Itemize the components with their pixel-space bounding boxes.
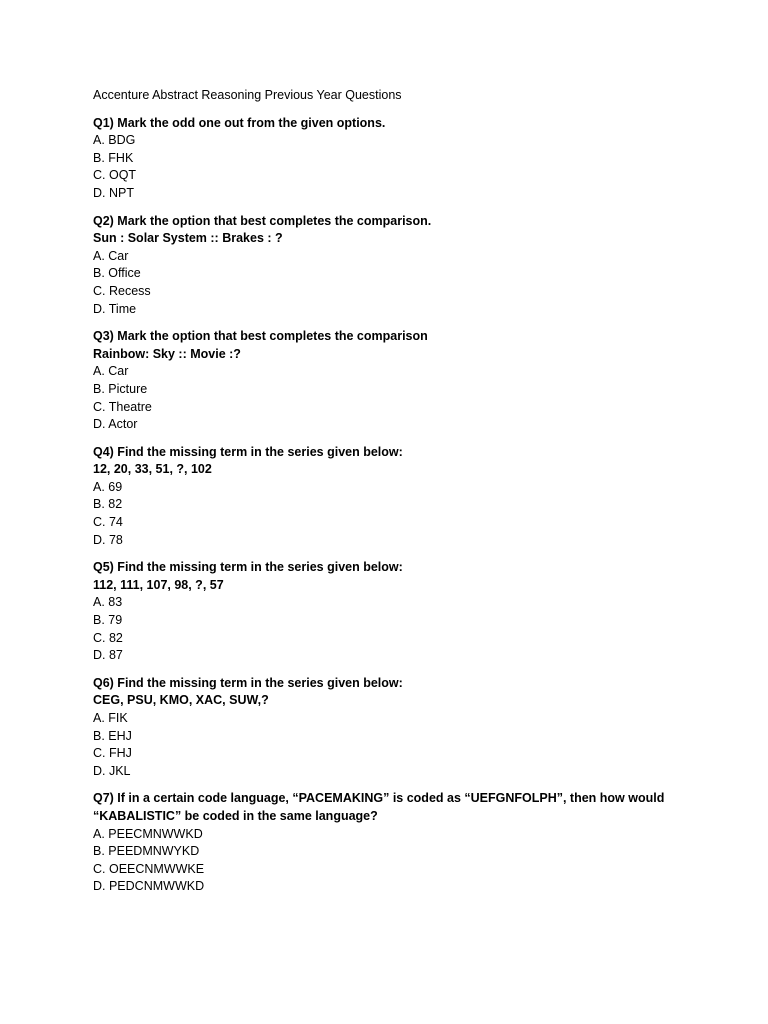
option-d: D. Actor xyxy=(93,417,138,432)
option-b: B. 79 xyxy=(93,613,123,628)
option-b: B. FHK xyxy=(93,150,134,165)
option-a: A. Car xyxy=(93,248,129,263)
option-b: B. Picture xyxy=(93,381,148,396)
document-page xyxy=(93,87,693,906)
option-b: B. 82 xyxy=(93,497,123,512)
question-prompt: Q5) Find the missing term in the series given below: xyxy=(93,560,403,575)
option-a: A. BDG xyxy=(93,133,136,148)
option-d: D. 78 xyxy=(93,532,123,547)
question-2 xyxy=(93,213,693,319)
option-a: A. Car xyxy=(93,364,129,379)
option-d: D. PEDCNMWWKD xyxy=(93,879,205,894)
question-prompt: Q2) Mark the option that best completes the comparison. xyxy=(93,213,432,228)
question-subprompt: 12, 20, 33, 51, ?, 102 xyxy=(93,462,212,477)
option-c: C. 74 xyxy=(93,515,123,530)
option-a: A. 83 xyxy=(93,595,123,610)
option-b: B. PEEDMNWYKD xyxy=(93,844,200,859)
option-c: C. 82 xyxy=(93,630,123,645)
option-c: C. OQT xyxy=(93,168,137,183)
question-prompt: Q3) Mark the option that best completes the comparison xyxy=(93,329,428,344)
question-prompt: Q1) Mark the odd one out from the given options. xyxy=(93,115,386,130)
question-subprompt: Rainbow: Sky :: Movie :? xyxy=(93,346,241,361)
option-d: D. JKL xyxy=(93,763,131,778)
option-a: A. 69 xyxy=(93,479,123,494)
question-prompt: Q6) Find the missing term in the series given below: xyxy=(93,675,403,690)
option-d: D. NPT xyxy=(93,185,134,200)
document-title: Accenture Abstract Reasoning Previous Year Questions xyxy=(93,88,402,102)
option-d: D. 87 xyxy=(93,648,123,663)
question-5 xyxy=(93,559,693,665)
question-1 xyxy=(93,115,693,203)
question-subprompt: CEG, PSU, KMO, XAC, SUW,? xyxy=(93,693,269,708)
option-a: A. PEECMNWWKD xyxy=(93,826,203,841)
option-d: D. Time xyxy=(93,301,137,316)
option-c: C. Theatre xyxy=(93,399,152,414)
option-c: C. OEECNMWWKE xyxy=(93,861,205,876)
question-3 xyxy=(93,328,693,434)
option-a: A. FIK xyxy=(93,711,128,725)
question-subprompt: “KABALISTIC” be coded in the same language? xyxy=(93,808,378,823)
question-prompt: Q7) If in a certain code language, “PACEMAKING” is coded as “UEFGNFOLPH”, then how would xyxy=(93,791,665,806)
question-prompt: Q4) Find the missing term in the series given below: xyxy=(93,444,403,459)
option-c: C. Recess xyxy=(93,283,151,298)
question-7 xyxy=(93,790,693,896)
question-subprompt: 112, 111, 107, 98, ?, 57 xyxy=(93,577,224,592)
option-b: B. Office xyxy=(93,266,141,281)
option-b: B. EHJ xyxy=(93,728,132,743)
option-c: C. FHJ xyxy=(93,746,132,761)
question-4 xyxy=(93,444,693,550)
question-subprompt: Sun : Solar System :: Brakes : ? xyxy=(93,231,283,246)
question-6 xyxy=(93,675,693,781)
